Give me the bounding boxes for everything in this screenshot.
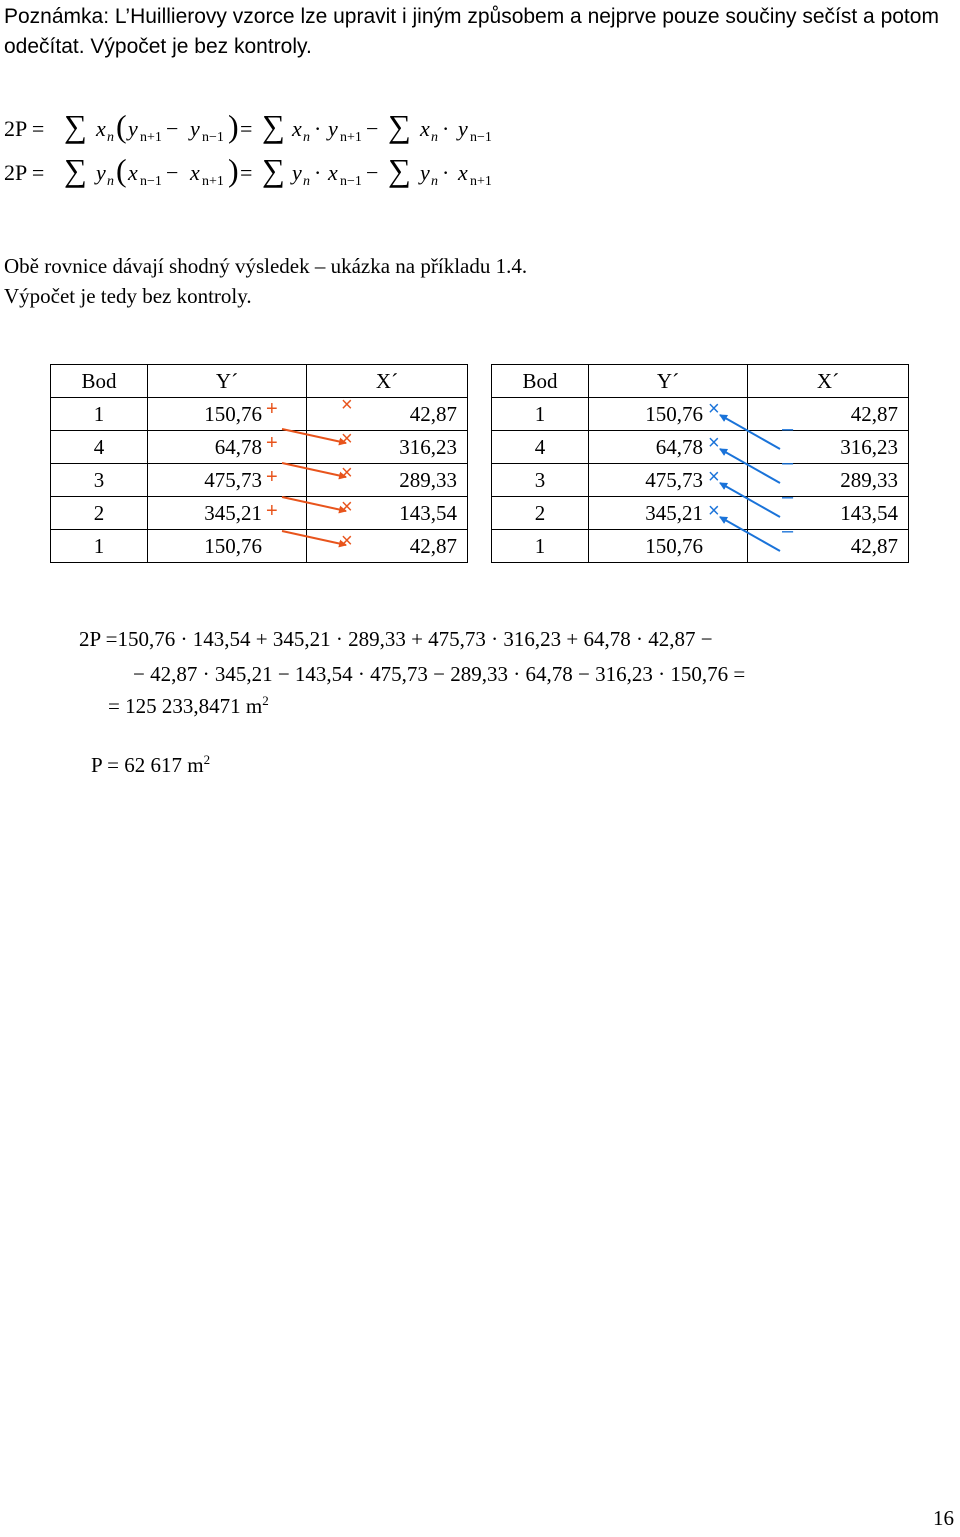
times-mark: × xyxy=(341,394,353,416)
sub-n-plus-1: n+1 xyxy=(202,174,224,189)
points-table-right xyxy=(491,364,909,563)
var-x: x xyxy=(292,116,302,141)
table-row xyxy=(492,431,909,464)
sub-n: n xyxy=(107,174,114,189)
sub-n: n xyxy=(431,174,438,189)
column-header-bod: Bod xyxy=(51,365,148,398)
area-result-value: P = 62 617 m xyxy=(91,753,204,777)
cell-y: 64,78 xyxy=(589,431,748,464)
sum-symbol: ∑ xyxy=(262,108,285,144)
paren-close: ) xyxy=(228,108,239,144)
minus-sign: − xyxy=(166,116,179,141)
sum-symbol: ∑ xyxy=(64,108,87,144)
points-table-left xyxy=(50,364,468,563)
var-x: x xyxy=(328,160,338,185)
formula-lhs: 2P = xyxy=(4,160,45,185)
var-y: y xyxy=(458,116,468,141)
calc-line-2: − 42,87 · 345,21 − 143,54 · 475,73 − 289,33 · 64,78 − 316,23 · 150,76 = xyxy=(133,662,746,686)
dot-sign: · xyxy=(442,116,450,141)
minus-mark: – xyxy=(782,486,794,508)
sub-n-minus-1: n−1 xyxy=(202,130,224,145)
table-row xyxy=(492,497,909,530)
calc-line-1: 2P =150,76 · 143,54 + 345,21 · 289,33 + 475,73 · 316,23 + 64,78 · 42,87 − xyxy=(79,627,713,651)
cell-x: 316,23 xyxy=(307,431,468,464)
cell-x: 143,54 xyxy=(748,497,909,530)
table-row xyxy=(51,497,468,530)
cell-x: 143,54 xyxy=(307,497,468,530)
sub-n-minus-1: n−1 xyxy=(470,130,492,145)
cell-bod: 4 xyxy=(492,431,589,464)
times-mark: × xyxy=(708,432,720,454)
cell-x: 42,87 xyxy=(307,398,468,431)
dot-sign: · xyxy=(314,116,322,141)
cell-y: 150,76 xyxy=(148,530,307,563)
minus-sign: − xyxy=(366,160,379,185)
cell-y: 150,76 xyxy=(589,398,748,431)
table-header-row xyxy=(492,365,909,398)
var-x: x xyxy=(128,160,138,185)
var-x: x xyxy=(96,116,106,141)
column-header-bod: Bod xyxy=(492,365,589,398)
column-header-y: Y´ xyxy=(589,365,748,398)
times-mark: × xyxy=(341,530,353,552)
sum-symbol: ∑ xyxy=(64,152,87,188)
cell-bod: 1 xyxy=(51,398,148,431)
var-y: y xyxy=(420,160,430,185)
cell-x: 42,87 xyxy=(748,398,909,431)
column-header-x: X´ xyxy=(748,365,909,398)
cell-bod: 1 xyxy=(492,398,589,431)
cell-bod: 1 xyxy=(51,530,148,563)
unit-exponent: 2 xyxy=(262,693,269,708)
var-y: y xyxy=(128,116,138,141)
table-row xyxy=(51,464,468,497)
calc-line-3 xyxy=(108,693,269,719)
sub-n: n xyxy=(303,130,310,145)
var-x: x xyxy=(190,160,200,185)
column-header-x: X´ xyxy=(307,365,468,398)
cell-bod: 3 xyxy=(51,464,148,497)
plus-mark: + xyxy=(266,466,278,488)
var-x: x xyxy=(420,116,430,141)
area-double-value: = 125 233,8471 m xyxy=(108,694,263,718)
cell-y: 345,21 xyxy=(589,497,748,530)
minus-sign: − xyxy=(366,116,379,141)
cell-x: 42,87 xyxy=(307,530,468,563)
var-y: y xyxy=(96,160,106,185)
table-row xyxy=(492,530,909,563)
minus-mark: – xyxy=(782,452,794,474)
cell-x: 289,33 xyxy=(748,464,909,497)
formula-row-2 xyxy=(4,152,564,196)
var-y: y xyxy=(328,116,338,141)
sum-symbol: ∑ xyxy=(388,152,411,188)
dot-sign: · xyxy=(442,160,450,185)
minus-sign: − xyxy=(166,160,179,185)
var-y: y xyxy=(292,160,302,185)
var-x: x xyxy=(458,160,468,185)
paren-close: ) xyxy=(228,152,239,188)
cell-x: 289,33 xyxy=(307,464,468,497)
cell-bod: 3 xyxy=(492,464,589,497)
statement-line-1: Obě rovnice dávají shodný výsledek – ukázka na příkladu 1.4. xyxy=(4,254,528,278)
times-mark: × xyxy=(708,500,720,522)
cell-y: 64,78 xyxy=(148,431,307,464)
sub-n-minus-1: n−1 xyxy=(340,174,362,189)
table-row xyxy=(51,530,468,563)
cell-y: 150,76 xyxy=(148,398,307,431)
sub-n: n xyxy=(303,174,310,189)
column-header-y: Y´ xyxy=(148,365,307,398)
paren-open: ( xyxy=(116,108,127,144)
times-mark: × xyxy=(341,462,353,484)
sub-n-plus-1: n+1 xyxy=(140,130,162,145)
table-row xyxy=(492,398,909,431)
paren-open: ( xyxy=(116,152,127,188)
cell-y: 475,73 xyxy=(589,464,748,497)
sum-symbol: ∑ xyxy=(388,108,411,144)
times-mark: × xyxy=(708,398,720,420)
table-row xyxy=(51,398,468,431)
table-row xyxy=(51,431,468,464)
plus-mark: + xyxy=(266,432,278,454)
note-paragraph: Poznámka: L’Huillierovy vzorce lze upravit i jiným způsobem a nejprve pouze součiny sečíst a potom odečítat. Výpočet je bez kontroly. xyxy=(4,5,939,58)
cell-bod: 2 xyxy=(51,497,148,530)
cell-y: 150,76 xyxy=(589,530,748,563)
cell-x: 316,23 xyxy=(748,431,909,464)
equals-sign: = xyxy=(240,160,253,185)
statement xyxy=(4,251,527,311)
cell-y: 345,21 xyxy=(148,497,307,530)
page-number: 16 xyxy=(933,1506,954,1530)
cell-bod: 2 xyxy=(492,497,589,530)
cell-x: 42,87 xyxy=(748,530,909,563)
times-mark: × xyxy=(341,496,353,518)
dot-sign: · xyxy=(314,160,322,185)
table-header-row xyxy=(51,365,468,398)
plus-mark: + xyxy=(266,500,278,522)
sub-n-minus-1: n−1 xyxy=(140,174,162,189)
cell-bod: 1 xyxy=(492,530,589,563)
formula-lhs: 2P = xyxy=(4,116,45,141)
cell-y: 475,73 xyxy=(148,464,307,497)
sum-symbol: ∑ xyxy=(262,152,285,188)
cell-bod: 4 xyxy=(51,431,148,464)
sub-n: n xyxy=(431,130,438,145)
times-mark: × xyxy=(708,466,720,488)
formula-row-1 xyxy=(4,108,564,152)
plus-mark: + xyxy=(266,398,278,420)
minus-mark: – xyxy=(782,418,794,440)
sub-n-plus-1: n+1 xyxy=(340,130,362,145)
unit-exponent: 2 xyxy=(203,752,211,767)
statement-line-2: Výpočet je tedy bez kontroly. xyxy=(4,284,252,308)
minus-mark: – xyxy=(782,520,794,542)
sub-n: n xyxy=(107,130,114,145)
sub-n-plus-1: n+1 xyxy=(470,174,492,189)
equals-sign: = xyxy=(240,116,253,141)
times-mark: × xyxy=(341,428,353,450)
var-y: y xyxy=(190,116,200,141)
table-row xyxy=(492,464,909,497)
area-result xyxy=(91,752,210,778)
